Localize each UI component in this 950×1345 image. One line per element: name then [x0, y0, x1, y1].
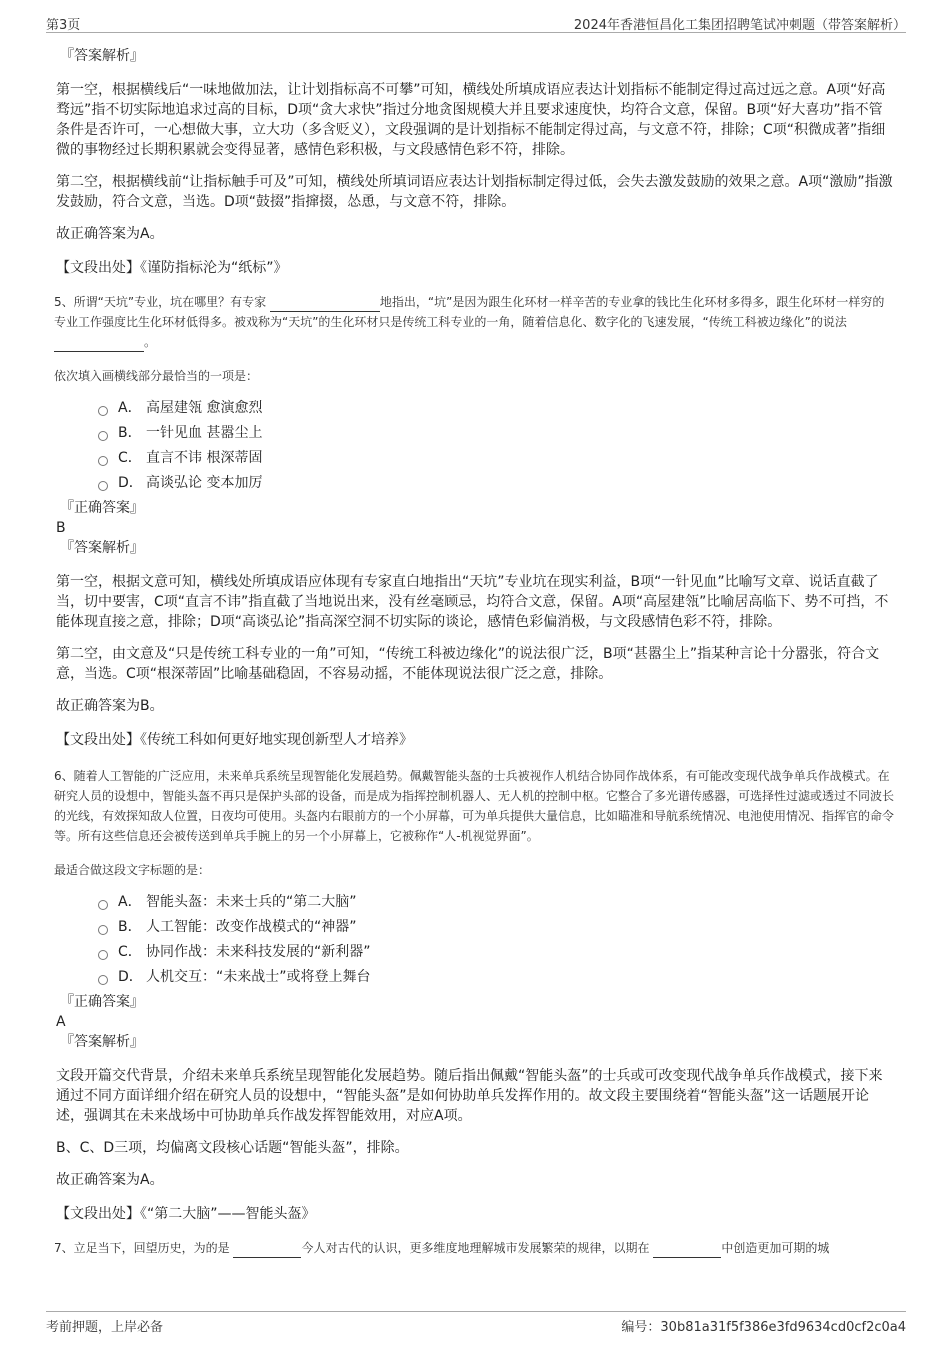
radio-icon[interactable] — [98, 975, 108, 985]
q6-prompt: 最适合做这段文字标题的是： — [54, 863, 211, 877]
q5-prompt: 依次填入画横线部分最恰当的一项是： — [54, 369, 259, 383]
q5-stem: 5、所谓“天坑”专业，坑在哪里？有专家 地指出，“坑”是因为跟生化环材一样辛苦的专业拿的钱比生化环材多得多，跟生化环材一样穷的专业工作强度比生化环材低得多。被戏称为“天坑”的生化环材只是传统工科专业的一角，随着信息化、数字化的飞速发展，“传统工科被边缘化”的说法 。 — [54, 292, 896, 352]
q6-stem: 6、随着人工智能的广泛应用，未来单兵系统呈现智能化发展趋势。佩戴智能头盔的士兵被视作人机结合协同作战体系，有可能改变现代战争单兵作战模式。在研究人员的设想中，智能头盔不再只是保护头部的设备，而是成为指挥控制机器人、无人机的控制中枢。它整合了多光谱传感器，可选择性过滤或透过不同波长的光线，有效探知敌人位置，日夜均可使用。头盔内右眼前方的一个小屏幕，可为单兵提供大量信息，比如瞄准和导航系统情况、电池使用情况、指挥官的命令等。所有这些信息还会被传送到单兵手腕上的另一个小屏幕上，它被称作“人-机视觉界面”。 — [54, 769, 895, 843]
page-footer — [46, 1311, 906, 1336]
q6-analysis-3: 故正确答案为A。 — [56, 1172, 164, 1188]
document-title: 2024年香港恒昌化工集团招聘笔试冲刺题（带答案解析） — [573, 18, 906, 33]
radio-icon[interactable] — [98, 406, 108, 416]
radio-icon[interactable] — [98, 950, 108, 960]
footer-slogan: 考前押题，上岸必备 — [46, 1320, 164, 1335]
document-body — [56, 46, 896, 1258]
q6-source: 【文段出处】《“第二大脑”——智能头盔》 — [56, 1206, 316, 1222]
page-number: 第3页 — [46, 18, 81, 33]
q7-stem: 7、立足当下，回望历史，为的是 今人对古代的认识，更多维度地理解城市发展繁荣的规律，以期在 中创造更加可期的城 — [54, 1238, 896, 1258]
radio-icon[interactable] — [98, 456, 108, 466]
q4-analysis-1: 第一空，根据横线后“一味地做加法，让计划指标高不可攀”可知，横线处所填成语应表达计划指标不能制定得过高过远之意。A项“好高骛远”指不切实际地追求过高的目标，D项“贪大求快”指过分地贪图规模大并且要求速度快，均符合文意，保留。B项“好大喜功”指不管条件是否许可，一心想做大事，立大功（多含贬义），文段强调的是计划指标不能制定得过高，与文意不符，排除；C项“积微成著”指细微的事物经过长期积累就会变得显著，感情色彩积极，与文段感情色彩不符，排除。 — [56, 82, 886, 158]
q5-option-a[interactable]: A． 高屋建瓴 愈演愈烈 — [98, 396, 896, 421]
q5-analysis-3: 故正确答案为B。 — [56, 698, 164, 714]
q4-analysis-2: 第二空，根据横线前“让指标触手可及”可知，横线处所填词语应表达计划指标制定得过低，会失去激发鼓励的效果之意。A项“激励”指激发鼓励，符合文意，当选。D项“鼓掇”指撺掇，怂恿，与文意不符，排除。 — [56, 174, 893, 210]
q5-analysis-2: 第二空，由文意及“只是传统工科专业的一角”可知，“传统工科被边缘化”的说法很广泛，B项“甚嚣尘上”指某种言论十分嚣张，符合文意，当选。C项“根深蒂固”比喻基础稳固，不容易动摇，不能体现说法很广泛之意，排除。 — [56, 646, 880, 682]
q5-blank-2 — [54, 337, 144, 352]
q7-blank-1 — [233, 1243, 301, 1258]
q6-answer: A — [56, 1014, 66, 1030]
q5-answer: B — [56, 520, 66, 536]
radio-icon[interactable] — [98, 431, 108, 441]
q7-blank-2 — [653, 1243, 721, 1258]
q6-option-c[interactable]: C． 协同作战：未来科技发展的“新利器” — [98, 940, 896, 965]
analysis-label: 『答案解析』 — [60, 48, 144, 64]
q4-analysis-3: 故正确答案为A。 — [56, 226, 164, 242]
analysis-label: 『答案解析』 — [60, 1034, 144, 1050]
radio-icon[interactable] — [98, 900, 108, 910]
q6-analysis-1: 文段开篇交代背景，介绍未来单兵系统呈现智能化发展趋势。随后指出佩戴“智能头盔”的士兵或可改变现代战争单兵作战模式，接下来通过不同方面详细介绍在研究人员的设想中，“智能头盔”是如何协助单兵发挥作用的。故文段主要围绕着“智能头盔”这一话题展开论述，强调其在未来战场中可协助单兵作战发挥智能效用，对应A项。 — [56, 1068, 883, 1124]
analysis-label: 『答案解析』 — [60, 540, 144, 556]
q5-source: 【文段出处】《传统工科如何更好地实现创新型人才培养》 — [56, 732, 413, 748]
q5-analysis-1: 第一空，根据文意可知，横线处所填成语应体现有专家直白地指出“天坑”专业坑在现实利益，B项“一针见血”比喻写文章、说话直截了当，切中要害，C项“直言不讳”指直截了当地说出来，没有丝毫顾忌，均符合文意，保留。A项“高屋建瓴”比喻居高临下、势不可挡，不能体现直接之意，排除；D项“高谈弘论”指高深空洞不切实际的谈论，感情色彩偏消极，与文段感情色彩不符，排除。 — [56, 574, 889, 630]
q5-options — [98, 396, 896, 496]
q6-option-a[interactable]: A． 智能头盔：未来士兵的“第二大脑” — [98, 890, 896, 915]
q6-option-b[interactable]: B． 人工智能：改变作战模式的“神器” — [98, 915, 896, 940]
document-id: 编号：30b81a31f5f386e3fd9634cd0cf2c0a4 — [621, 1320, 906, 1335]
q5-option-b[interactable]: B． 一针见血 甚嚣尘上 — [98, 421, 896, 446]
q5-option-d[interactable]: D． 高谈弘论 变本加厉 — [98, 471, 896, 496]
q5-option-c[interactable]: C． 直言不讳 根深蒂固 — [98, 446, 896, 471]
q5-blank-1 — [270, 297, 380, 312]
radio-icon[interactable] — [98, 481, 108, 491]
q6-option-d[interactable]: D． 人机交互：“未来战士”或将登上舞台 — [98, 965, 896, 990]
q6-options — [98, 890, 896, 990]
radio-icon[interactable] — [98, 925, 108, 935]
page-header — [46, 10, 906, 33]
correct-answer-label: 『正确答案』 — [60, 994, 144, 1010]
q4-source: 【文段出处】《谨防指标沦为“纸标”》 — [56, 260, 288, 276]
q6-analysis-2: B、C、D三项，均偏离文段核心话题“智能头盔”，排除。 — [56, 1140, 409, 1156]
correct-answer-label: 『正确答案』 — [60, 500, 144, 516]
